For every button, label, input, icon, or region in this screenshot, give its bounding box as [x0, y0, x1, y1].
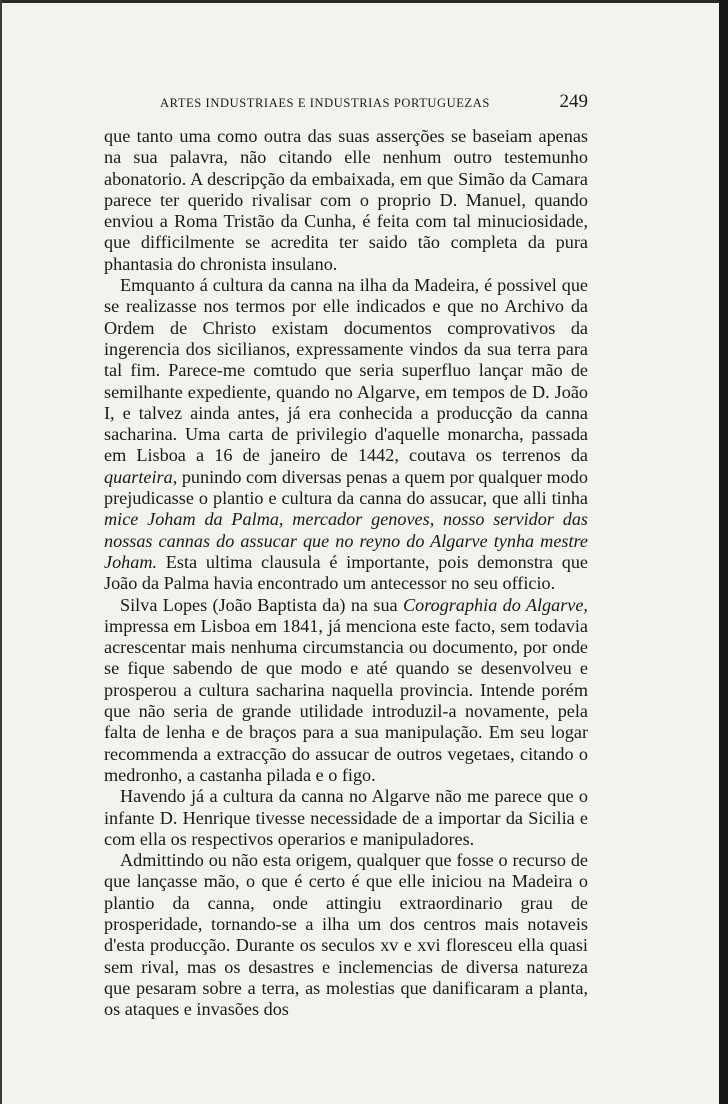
running-title: ARTES INDUSTRIAES E INDUSTRIAS PORTUGUEZAS	[160, 96, 490, 110]
page-number: 249	[559, 91, 588, 112]
body-text	[104, 126, 588, 1020]
italic-quotation: mice Joham da Palma, mercador genoves, nosso servidor das nossas cannas do assucar que no reyno do Algarve tynha mestre Joham.	[104, 509, 588, 572]
paragraph-2	[104, 275, 588, 594]
paragraph-text: que tanto uma como outra das suas asserções se baseiam apenas na sua palavra, não citando elle nenhum outro testemunho abonatorio. A descripção da embaixada, em que Simão da Camara parece ter querido rivalisar com o proprio D. Manuel, quando enviou a Roma Tristão da Cunha, é feita com tal minuciosidade, que difficilmente se acredita ter saido tão completa da pura phantasia do chronista insulano.	[104, 126, 588, 274]
paragraph-text: Esta ultima clausula é importante, pois demonstra que João da Palma havia encontrado um antecessor no seu officio.	[104, 551, 588, 594]
paragraph-1	[104, 126, 588, 275]
italic-book-title: Corographia do Algarve,	[402, 594, 588, 615]
paragraph-text: impressa em Lisboa em 1841, já menciona este facto, sem todavia acrescentar mais nenhuma circumstancia ou documento, por onde se fique sabendo de que modo e até quando se desenvolveu e prosperou a cultura sacharina naquella provincia. Intende porém que não seria de grande utilidade introduzil-a novamente, pela falta de lenha e de braços para a sua manipulação. Em seu logar recommenda a extracção do assucar de outros vegetaes, citando o medronho, a castanha pilada e o figo.	[104, 615, 588, 785]
paragraph-4	[104, 786, 588, 850]
italic-term-quarteira: quarteira,	[104, 466, 178, 487]
paragraph-text: Admittindo ou não esta origem, qualquer que fosse o recurso de que lançasse mão, o que é certo é que elle iniciou na Madeira o plantio da canna, onde attingiu extraordinario grau de prosperidade, tornando-se a ilha um dos centros mais notaveis d'esta producção. Durante os seculos xv e xvi floresceu ella quasi sem rival, mas os desastres e inclemencias de diversa natureza que pesaram sobre a terra, as molestias que danificaram a planta, os ataques e invasões dos	[104, 850, 588, 1020]
paragraph-5	[104, 850, 588, 1020]
paragraph-text: punindo com diversas penas a quem por qualquer modo prejudicasse o plantio e cultura da canna do assucar, que alli tinha	[104, 466, 588, 509]
scan-border-right	[719, 0, 728, 1104]
paragraph-text: Emquanto á cultura da canna na ilha da Madeira, é possivel que se realizasse nos termos por elle indicados e que no Archivo da Ordem de Christo existam documentos comprovativos da ingerencia dos sicilianos, expressamente vindos da sua terra para tal fim. Parece-me comtudo que seria superfluo lançar mão de semilhante expediente, quando no Algarve, em tempos de D. João I, e talvez ainda antes, já era conhecida a producção da canna sacharina. Uma carta de privilegio d'aquelle monarcha, passada em Lisboa a 16 de janeiro de 1442, coutava os terrenos da	[104, 275, 588, 466]
paragraph-3	[104, 595, 588, 787]
paragraph-text: Silva Lopes (João Baptista da) na sua	[120, 594, 403, 615]
paragraph-text: Havendo já a cultura da canna no Algarve não me parece que o infante D. Henrique tivesse necessidade de a importar da Sicilia e com ella os respectivos operarios e manipuladores.	[104, 786, 588, 849]
